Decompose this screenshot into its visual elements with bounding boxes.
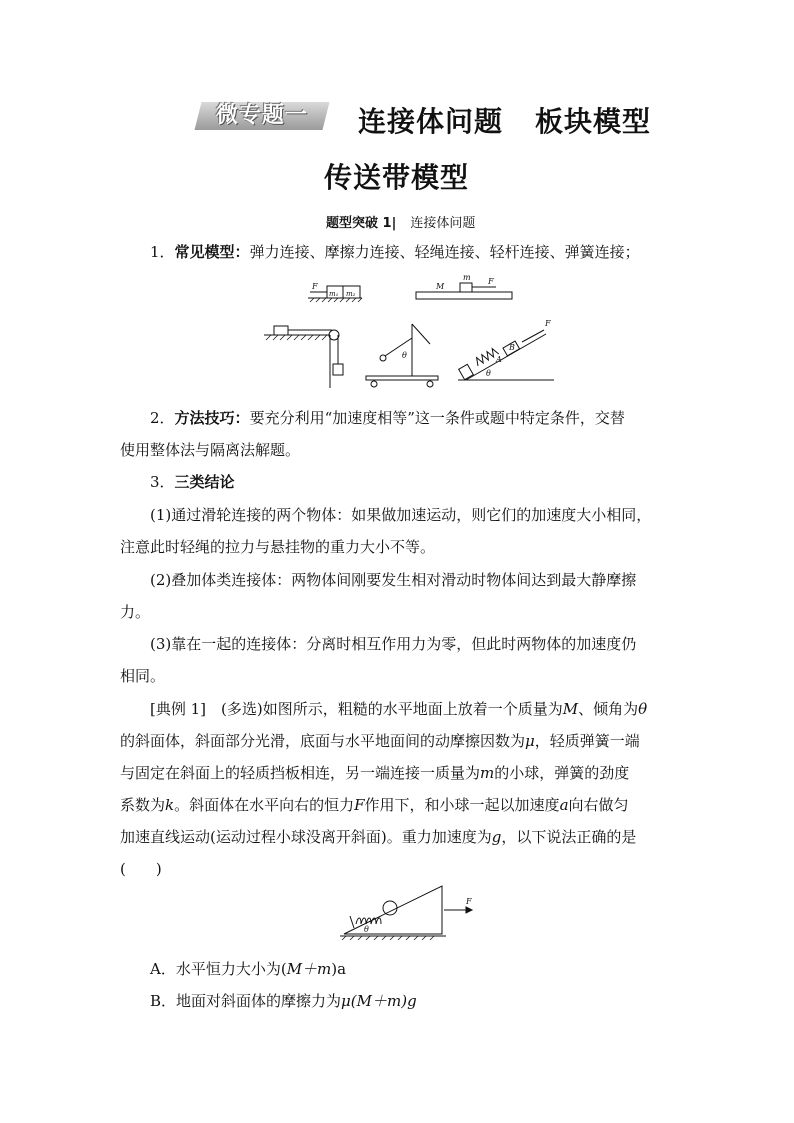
title-line1-part2: 板块模型 — [535, 105, 652, 138]
figure-common-models — [260, 272, 560, 390]
item-2-line1: 2．方法技巧：要充分利用“加速度相等”这一条件或题中特定条件，交替 — [150, 409, 625, 427]
label-A: A — [496, 355, 502, 364]
conclusion-3-line2: 相同。 — [120, 667, 166, 685]
label-F-incline: F — [545, 319, 551, 328]
example-line2: 的斜面体，斜面部分光滑，底面与水平地面间的动摩擦因数为μ，轻质弹簧一端 — [120, 732, 640, 750]
example-label-F: F — [466, 897, 472, 906]
conclusion-2-line2: 力。 — [120, 603, 151, 621]
example-line3: 与固定在斜面上的轻质挡板相连，另一端连接一质量为m的小球，弹簧的劲度 — [120, 764, 630, 782]
option-A: A．水平恒力大小为(M＋m)a — [150, 960, 347, 978]
conclusion-1-line2: 注意此时轻绳的拉力与悬挂物的重力大小不等。 — [120, 538, 436, 556]
item-2-line2: 使用整体法与隔离法解题。 — [120, 441, 301, 459]
label-m1: m₁ — [329, 290, 339, 298]
label-B: B — [509, 343, 515, 352]
example-line5: 加速直线运动(运动过程小球没离开斜面)。重力加速度为g，以下说法正确的是 — [120, 828, 637, 846]
conclusion-1-line1: (1)通过滑轮连接的两个物体：如果做加速运动，则它们的加速度大小相同， — [150, 506, 652, 524]
label-theta-incline: θ — [486, 369, 491, 378]
example-line4: 系数为k。斜面体在水平向右的恒力F作用下，和小球一起以加速度a向右做匀 — [120, 796, 629, 814]
conclusion-3-line1: (3)靠在一起的连接体：分离时相互作用力为零，但此时两物体的加速度仍 — [150, 635, 637, 653]
example-line1: [典例 1] (多选)如图所示，粗糙的水平地面上放着一个质量为M、倾角为θ — [150, 700, 648, 718]
label-theta-rod: θ — [402, 351, 407, 360]
label-F-left: F — [312, 282, 318, 291]
label-m: m — [463, 273, 471, 282]
option-B: B．地面对斜面体的摩擦力为μ(M＋m)g — [150, 992, 417, 1010]
label-M: M — [436, 282, 445, 291]
label-m2: m₂ — [346, 290, 356, 298]
title-line2: 传送带模型 — [324, 161, 470, 194]
item-3: 3．三类结论 — [150, 473, 235, 491]
figure-example-incline — [336, 878, 496, 942]
topic-badge: 微专题一 — [195, 102, 330, 130]
label-F-right: F — [488, 277, 494, 286]
section-heading: 题型突破 1| 连接体问题 — [326, 216, 476, 231]
item-1: 1．常见模型：弹力连接、摩擦力连接、轻绳连接、轻杆连接、弹簧连接； — [150, 243, 640, 261]
title-row — [0, 100, 794, 136]
title-line1-part1: 连接体问题 — [358, 105, 504, 138]
example-label-theta: θ — [364, 925, 369, 934]
answer-bracket: ( ) — [120, 860, 162, 878]
conclusion-2-line1: (2)叠加体类连接体：两物体间刚要发生相对滑动时物体间达到最大静摩擦 — [150, 571, 637, 589]
